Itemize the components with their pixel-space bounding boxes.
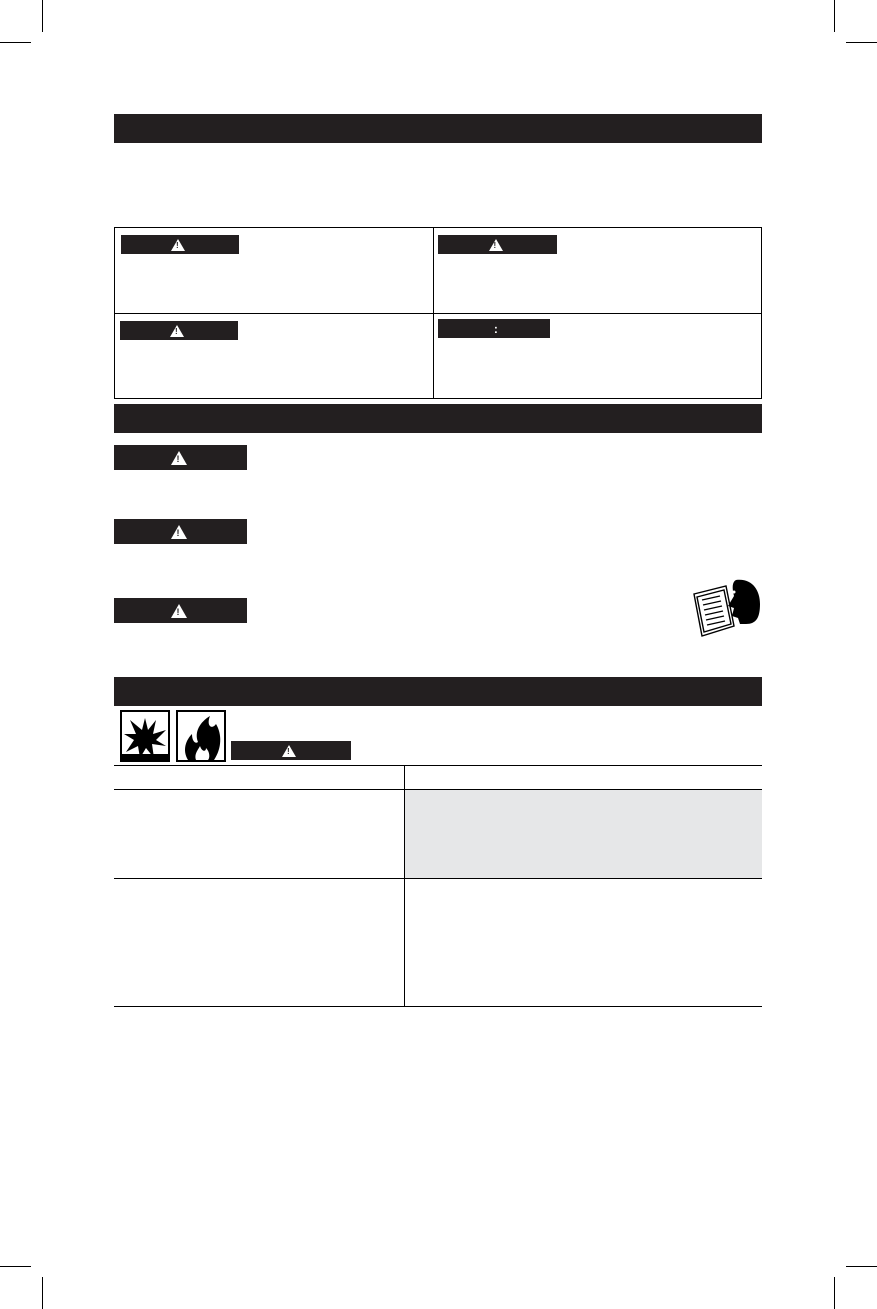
crop-mark xyxy=(846,42,877,43)
caution-label xyxy=(438,235,557,254)
warning-triangle-icon: ! xyxy=(171,451,187,465)
warning-triangle-icon: ! xyxy=(171,604,187,618)
warning-label xyxy=(114,519,247,544)
table-rule xyxy=(114,765,762,766)
crop-mark xyxy=(42,1277,43,1309)
warning-label xyxy=(114,445,247,470)
grid-divider xyxy=(115,313,761,314)
notice-colon: : xyxy=(493,321,499,336)
danger-label xyxy=(231,741,351,760)
crop-mark xyxy=(834,0,835,32)
section-header-bar xyxy=(114,114,762,143)
warning-triangle-icon: ! xyxy=(282,745,296,757)
warning-triangle-icon: ! xyxy=(489,239,503,251)
table-rule xyxy=(114,878,762,879)
crop-mark xyxy=(0,42,31,43)
crop-mark xyxy=(0,1266,31,1267)
explosion-hazard-icon xyxy=(120,710,170,762)
warning-triangle-icon: ! xyxy=(170,325,184,337)
table-cell-shaded xyxy=(405,790,762,878)
warning-triangle-icon: ! xyxy=(171,239,185,251)
warning-label xyxy=(120,321,238,340)
danger-label xyxy=(121,235,239,254)
read-manual-icon xyxy=(690,578,762,638)
warning-triangle-icon: ! xyxy=(171,525,187,539)
table-divider xyxy=(404,765,405,1006)
crop-mark xyxy=(42,0,43,32)
crop-mark xyxy=(846,1266,877,1267)
section-header-bar xyxy=(114,404,762,433)
fire-hazard-icon xyxy=(176,710,226,762)
warning-label xyxy=(114,598,247,623)
table-rule xyxy=(114,1006,762,1007)
crop-mark xyxy=(834,1277,835,1309)
notice-label xyxy=(438,319,550,338)
section-header-bar xyxy=(114,677,762,706)
